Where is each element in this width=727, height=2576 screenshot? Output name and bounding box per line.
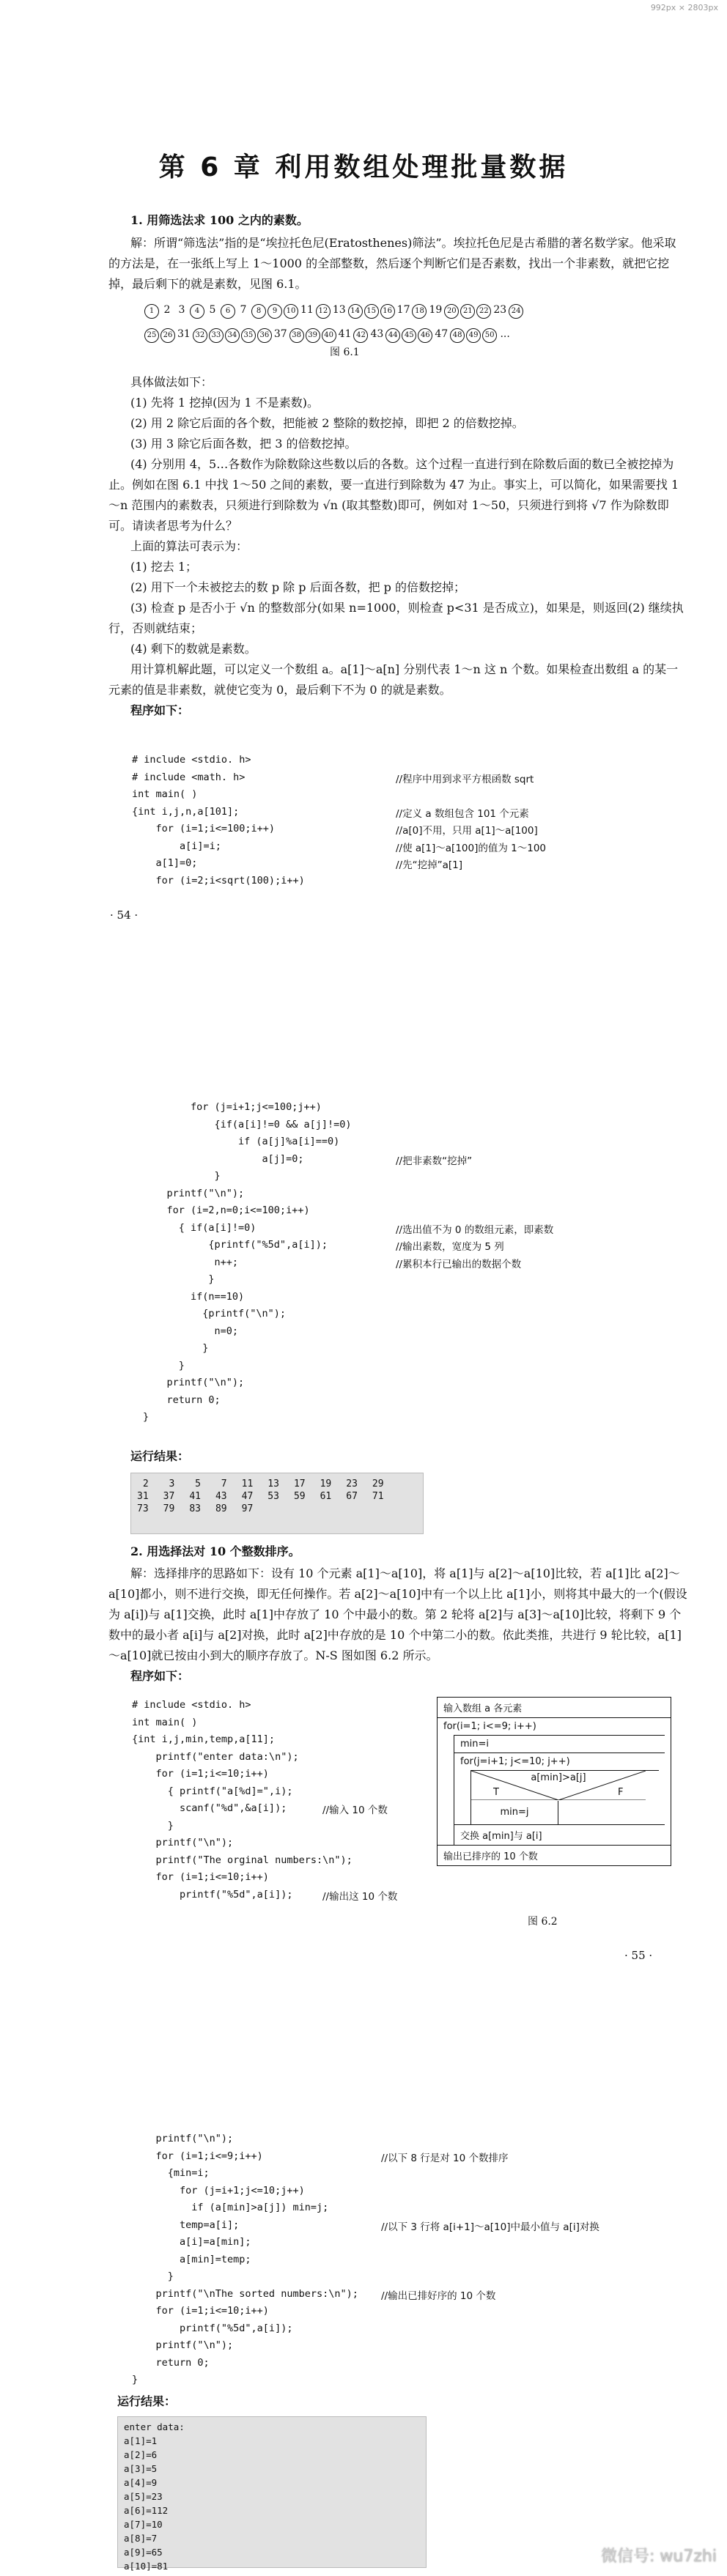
- code-text: for (i=2,n=0;i<=100;i++): [143, 1204, 310, 1216]
- ns-swap: 交换 a[min]与 a[i]: [454, 1824, 665, 1845]
- sieve-number: 23: [493, 304, 507, 316]
- result-cell: 19: [320, 1478, 332, 1489]
- sec2-heading: 2. 用选择法对 10 个整数排序。: [130, 1544, 300, 1558]
- code-text: scanf("%d",&a[i]);: [132, 1802, 287, 1814]
- sec2-intro: 解：选择排序的思路如下：设有 10 个元素 a[1]～a[10]，将 a[1]与 a[2]～a[10]比较，若 a[1]比 a[2]～a[10]都小，则不进行交换，即无任何操作。若 a[2]～a[10]中有一个以上比 a[1]小，则将其中最大的一个(假设为 a[i])与 a[1]交换，此时 a[1]中存放了 10 个中最小的数。第 2 轮将 a[2]与 a[3]～a[10]比较，将剩下 9 个数中的最小者 a[i]与 a[2]对换，此时 a[2]中存放的是 10 个中第二小的数。依此类推，共进行 9 轮比较，a[1]～a[10]就已按由小到大的顺序存放了。N-S 图如图 6.2 所示。: [108, 1566, 687, 1662]
- code-line: [143, 1133, 689, 1151]
- code-text: printf("\n");: [143, 1187, 245, 1199]
- code-line: [132, 2217, 689, 2235]
- result-row: [131, 1478, 393, 1490]
- code-text: }: [132, 1819, 174, 1832]
- code-line: [132, 1731, 425, 1749]
- result-cell: 2: [142, 1478, 149, 1489]
- sieve-number: 4: [190, 304, 204, 319]
- prog-head-2: 程序如下：: [130, 1669, 190, 1683]
- sieve-number: 41: [338, 328, 352, 340]
- code-comment: //输出素数，宽度为 5 列: [396, 1241, 504, 1253]
- sieve-number: 19: [429, 304, 443, 316]
- code-block-4: [132, 2131, 689, 2389]
- code-text: if (a[min]>a[j]) min=j;: [132, 2202, 329, 2213]
- code-text: for (j=i+1;j<=100;j++): [143, 1101, 322, 1113]
- code-text: printf("%5d",a[i]);: [132, 2322, 293, 2334]
- code-line: [132, 2148, 689, 2166]
- code-text: }: [143, 1411, 150, 1423]
- sieve-number: 14: [348, 304, 363, 319]
- code-line: [143, 1099, 689, 1117]
- result-cell: 59: [293, 1491, 306, 1502]
- array-text: 用计算机解此题，可以定义一个数组 a。a[1]～a[n] 分别代表 1～n 这 n 个数。如果检查出数组 a 的某一元素的值是非素数，就使它变为 0，最后剩下不为 0 的就是素数。: [108, 662, 679, 697]
- algo-steps: [108, 557, 687, 659]
- code-text: }: [132, 2374, 139, 2386]
- paragraph-line: (3) 检查 p 是否小于 √n 的整数部分(如果 n=1000，则检查 p<31 是否成立)，如果是，则返回(2) 继续执行，否则就结束；: [108, 601, 684, 635]
- code-line: [132, 873, 689, 890]
- code-line: [132, 1714, 425, 1732]
- code-line: [132, 821, 689, 838]
- sieve-number: 15: [364, 304, 379, 319]
- code-text: printf("\n");: [132, 2133, 234, 2144]
- paragraph-line: (2) 用下一个未被挖去的数 p 除 p 后面各数，把 p 的倍数挖掉；: [130, 580, 465, 594]
- code-text: temp=a[i];: [132, 2218, 240, 2231]
- code-comment: //程序中用到求平方根函数 sqrt: [396, 773, 534, 785]
- code-text: for (i=2;i<sqrt(100);i++): [132, 874, 305, 887]
- sieve-row-2: [144, 326, 598, 343]
- result-cell: 41: [189, 1491, 201, 1502]
- sieve-number: 26: [160, 328, 175, 343]
- code-text: {if(a[i]!=0 && a[j]!=0): [143, 1118, 352, 1130]
- result-row: [131, 1503, 393, 1515]
- result-cell: 61: [320, 1491, 332, 1502]
- code-line: [143, 1374, 689, 1392]
- code-line: [132, 804, 689, 821]
- code-text: for (i=1;i<=9;i++): [132, 2150, 263, 2162]
- ns-outer-loop: [438, 1718, 671, 1845]
- sieve-figure: [144, 302, 598, 343]
- sieve-number: 44: [385, 328, 400, 343]
- code-comment: //定义 a 数组包含 101 个元素: [396, 807, 529, 820]
- code-line: [132, 2234, 689, 2251]
- code-text: printf("\n");: [143, 1377, 245, 1388]
- code-text: for (j=i+1;j<=10;j++): [132, 2184, 305, 2196]
- sec1-method: [108, 372, 687, 721]
- code-text: { printf("a[%d]=",i);: [132, 1785, 293, 1797]
- code-text: }: [143, 1170, 221, 1182]
- code-line: [143, 1358, 689, 1375]
- sieve-number: 34: [225, 328, 240, 343]
- ns-inner-loop: [454, 1753, 665, 1824]
- code-line: [132, 752, 689, 769]
- sieve-number: 37: [273, 328, 287, 340]
- result-line: a[8]=7: [124, 2533, 158, 2544]
- sec1-heading: 1. 用筛选法求 100 之内的素数。: [130, 213, 309, 227]
- code-comment: //输出已排好序的 10 个数: [381, 2290, 496, 2302]
- sieve-number: 6: [221, 304, 235, 319]
- code-text: # include <stdio. h>: [132, 1699, 251, 1711]
- watermark-text: 微信号: wu7zhi: [601, 2547, 717, 2566]
- sieve-number: 45: [402, 328, 416, 343]
- code-line: [143, 1168, 689, 1185]
- code-line: [143, 1151, 689, 1169]
- code-line: [143, 1117, 689, 1134]
- result-line: a[2]=6: [124, 2449, 158, 2460]
- code-line: [132, 769, 689, 787]
- code-text: for (i=1;i<=10;i++): [132, 2305, 269, 2317]
- sieve-number: 31: [177, 328, 191, 340]
- code-text: {printf("\n");: [143, 1308, 287, 1320]
- code-comment: //以下 8 行是对 10 个数排序: [381, 2152, 509, 2164]
- code-text: return 0;: [132, 2356, 210, 2369]
- sieve-number: 43: [370, 328, 384, 340]
- sieve-number: 12: [316, 304, 331, 319]
- code-text: int main( ): [132, 1716, 198, 1728]
- code-line: [132, 838, 689, 856]
- code-block-3: [132, 1697, 425, 1903]
- result-cell: 43: [215, 1491, 227, 1502]
- code-line: [132, 1783, 425, 1801]
- result-cell: [366, 1503, 393, 1515]
- code-text: printf("\n");: [132, 1837, 234, 1848]
- ns-false-label: F: [618, 1787, 624, 1798]
- code-text: }: [143, 1342, 209, 1354]
- sieve-number: 2: [163, 304, 171, 316]
- sieve-number: 50: [482, 328, 497, 343]
- code-line: [132, 2372, 689, 2389]
- result-cell: 5: [195, 1478, 201, 1489]
- code-text: printf("The orginal numbers:\n");: [132, 1854, 353, 1866]
- code-text: {int i,j,min,temp,a[11];: [132, 1733, 276, 1745]
- code-text: {printf("%5d",a[i]);: [143, 1239, 328, 1251]
- wechat-watermark: [601, 2544, 717, 2566]
- run-head-2: 运行结果：: [117, 2394, 177, 2408]
- result-cell: 37: [163, 1491, 175, 1502]
- code-comment: //以下 3 行将 a[i+1]～a[10]中最小值与 a[i]对换: [381, 2221, 599, 2233]
- code-text: printf("enter data:\n");: [132, 1750, 299, 1763]
- code-text: int main( ): [132, 788, 198, 800]
- code-text: # include <math. h>: [132, 771, 246, 783]
- code-text: for (i=1;i<=10;i++): [132, 1871, 269, 1883]
- code-line: [132, 1766, 425, 1783]
- chapter-title: 第 6 章 利用数组处理批量数据: [158, 152, 569, 182]
- ns-output: 输出已排序的 10 个数: [438, 1845, 671, 1865]
- result-line: enter data:: [124, 2421, 185, 2432]
- sieve-number: ...: [500, 328, 510, 340]
- code-text: printf("\n");: [132, 2339, 234, 2351]
- code-line: [132, 1818, 425, 1835]
- sieve-number: 20: [444, 304, 459, 319]
- paragraph-line: (1) 挖去 1；: [130, 560, 198, 574]
- result-cell: 83: [189, 1503, 201, 1514]
- code-text: }: [143, 1359, 185, 1372]
- paragraph-line: (1) 先将 1 挖掉(因为 1 不是素数)。: [130, 396, 319, 410]
- code-line: [143, 1323, 689, 1341]
- code-line: [132, 2337, 689, 2355]
- code-text: n=0;: [143, 1325, 239, 1337]
- sieve-number: 35: [241, 328, 256, 343]
- result-line: a[9]=65: [124, 2547, 163, 2558]
- result-cell: 47: [241, 1491, 254, 1502]
- sieve-number: 11: [300, 304, 314, 316]
- run-result-2: [117, 2416, 427, 2572]
- sieve-number: 25: [144, 328, 159, 343]
- method-steps: [108, 393, 687, 536]
- sieve-number: 38: [289, 328, 304, 343]
- sieve-number: 16: [380, 304, 395, 319]
- code-text: a[i]=i;: [132, 840, 221, 852]
- code-line: [132, 1852, 425, 1870]
- code-line: [132, 2268, 689, 2286]
- sieve-number: 3: [178, 304, 185, 316]
- code-text: }: [143, 1273, 215, 1285]
- code-line: [132, 786, 689, 804]
- result-cell: 31: [137, 1491, 149, 1502]
- sieve-number: 17: [396, 304, 410, 316]
- result-cell: 73: [137, 1503, 149, 1514]
- run-head-1: 运行结果：: [130, 1449, 190, 1463]
- result-line: a[5]=23: [124, 2491, 163, 2502]
- code-text: a[min]=temp;: [132, 2253, 251, 2265]
- code-comment: //输入 10 个数: [322, 1805, 388, 1816]
- code-text: }: [132, 2270, 174, 2282]
- result-row: [131, 1490, 393, 1503]
- code-line: [132, 1800, 425, 1818]
- code-line: [143, 1237, 689, 1254]
- code-text: {min=i;: [132, 2167, 210, 2179]
- code-line: [132, 2303, 689, 2320]
- sieve-row-1: [144, 302, 598, 319]
- code-line: [132, 2355, 689, 2372]
- ns-inner-label: for(j=i+1; j<=10; j++): [460, 1756, 570, 1767]
- algo-head: 上面的算法可表示为：: [130, 539, 248, 553]
- result-cell: 53: [267, 1491, 279, 1502]
- sieve-number: 36: [257, 328, 272, 343]
- sieve-number: 40: [322, 328, 336, 343]
- code-line: [143, 1254, 689, 1272]
- code-line: [143, 1306, 689, 1323]
- paragraph-line: (3) 用 3 除它后面各数，把 3 的倍数挖掉。: [130, 437, 357, 451]
- code-text: for (i=1;i<=100;i++): [132, 823, 276, 834]
- result-cell: [262, 1503, 288, 1515]
- paragraph-line: (4) 剩下的数就是素数。: [130, 642, 257, 656]
- page-number-54: · 54 ·: [110, 908, 139, 922]
- ns-inner-body: [470, 1770, 659, 1824]
- sieve-number: 39: [306, 328, 320, 343]
- result-cell: [340, 1503, 366, 1515]
- code-line: [132, 2131, 689, 2148]
- sieve-number: 47: [435, 328, 449, 340]
- code-line: [132, 2251, 689, 2269]
- code-text: printf("%5d",a[i]);: [132, 1888, 293, 1900]
- code-line: [143, 1340, 689, 1358]
- code-comment: //a[0]不用，只用 a[1]～a[100]: [396, 825, 538, 837]
- code-comment: //选出值不为 0 的数组元素，即素数: [396, 1224, 554, 1236]
- sieve-number: 49: [466, 328, 481, 343]
- sieve-number: 10: [284, 304, 298, 319]
- code-line: [132, 2183, 689, 2200]
- sieve-number: 22: [476, 304, 491, 319]
- code-comment: //把非素数“挖掉”: [396, 1155, 473, 1167]
- code-line: [132, 2286, 689, 2303]
- sieve-number: 33: [209, 328, 224, 343]
- code-line: [143, 1220, 689, 1237]
- sieve-number: 32: [193, 328, 207, 343]
- code-text: # include <stdio. h>: [132, 754, 251, 766]
- code-text: return 0;: [143, 1394, 221, 1406]
- ns-diagram: [437, 1697, 671, 1866]
- code-line: [132, 1869, 425, 1887]
- result-line: a[3]=5: [124, 2463, 158, 2474]
- code-text: a[i]=a[min];: [132, 2236, 251, 2248]
- ns-outer-body: [454, 1735, 665, 1845]
- code-comment: //累积本行已输出的数据个数: [396, 1258, 522, 1270]
- code-line: [143, 1409, 689, 1426]
- sieve-number: 18: [412, 304, 427, 319]
- code-line: [143, 1289, 689, 1306]
- result-cell: [288, 1503, 314, 1515]
- result-cell: 71: [372, 1491, 384, 1502]
- code-block-1: [132, 752, 689, 889]
- result-cell: 89: [215, 1503, 227, 1514]
- code-line: [143, 1202, 689, 1220]
- method-head: 具体做法如下：: [130, 375, 213, 389]
- code-line: [132, 2199, 689, 2217]
- code-line: [143, 1185, 689, 1203]
- sieve-number: 7: [240, 304, 247, 316]
- code-text: a[j]=0;: [143, 1152, 304, 1165]
- sieve-number: 1: [144, 304, 159, 319]
- code-line: [132, 2320, 689, 2338]
- sieve-number: 48: [450, 328, 465, 343]
- prog-head-1: 程序如下：: [130, 703, 190, 717]
- code-line: [143, 1271, 689, 1289]
- ns-min-j: min=j: [471, 1801, 558, 1824]
- code-text: {int i,j,n,a[101];: [132, 805, 240, 818]
- page-number-55: · 55 ·: [624, 1949, 653, 1962]
- fig61-caption: 图 6.1: [330, 347, 360, 358]
- result-line: a[4]=9: [124, 2477, 158, 2488]
- result-cell: 23: [346, 1478, 358, 1489]
- sieve-number: 5: [209, 304, 216, 316]
- result-line: a[6]=112: [124, 2505, 169, 2516]
- sieve-number: 24: [509, 304, 523, 319]
- ns-min-i: min=i: [454, 1736, 665, 1753]
- ns-outer-label: for(i=1; i<=9; i++): [443, 1721, 536, 1732]
- code-text: for (i=1;i<=10;i++): [132, 1768, 269, 1780]
- sieve-number: 9: [267, 304, 282, 319]
- sieve-number: 13: [332, 304, 346, 316]
- code-line: [143, 1392, 689, 1410]
- code-comment: //先“挖掉”a[1]: [396, 859, 462, 871]
- code-block-2: [143, 1099, 689, 1426]
- code-line: [132, 2165, 689, 2183]
- code-line: [132, 1887, 425, 1904]
- result-cell: 17: [293, 1478, 306, 1489]
- code-text: printf("\nThe sorted numbers:\n");: [132, 2287, 358, 2300]
- paragraph-line: (2) 用 2 除它后面的各个数，把能被 2 整除的数挖掉，即把 2 的倍数挖掉。: [130, 416, 524, 430]
- result-line: a[1]=1: [124, 2435, 158, 2446]
- result-cell: 13: [267, 1478, 279, 1489]
- result-cell: 29: [372, 1478, 384, 1489]
- code-text: if (a[j]%a[i]==0): [143, 1136, 340, 1147]
- result-cell: 79: [163, 1503, 175, 1514]
- code-text: if(n==10): [143, 1290, 245, 1303]
- sieve-number: 21: [460, 304, 475, 319]
- result-cell: 3: [169, 1478, 175, 1489]
- ns-input: 输入数组 a 各元素: [438, 1698, 671, 1718]
- result-cell: 97: [241, 1503, 254, 1514]
- result-line: a[7]=10: [124, 2519, 163, 2530]
- ns-true-label: T: [493, 1787, 499, 1798]
- sieve-number: 46: [418, 328, 432, 343]
- result-cell: [314, 1503, 341, 1515]
- code-text: { if(a[i]!=0): [143, 1221, 257, 1234]
- code-comment: //使 a[1]～a[100]的值为 1～100: [396, 842, 547, 854]
- ns-condition: a[min]>a[j]: [531, 1772, 586, 1783]
- image-size-label: 992px × 2803px: [650, 3, 718, 12]
- run-result-1: [130, 1473, 424, 1534]
- result-cell: 11: [241, 1478, 254, 1489]
- code-line: [132, 1835, 425, 1852]
- fig62-caption: 图 6.2: [528, 1916, 558, 1928]
- sec1-intro: 解：所谓“筛选法”指的是“埃拉托色尼(Eratosthenes)筛法”。埃拉托色尼是古希腊的著名数学家。他采取的方法是，在一张纸上写上 1～1000 的全部整数，然后逐个判断它们是否素数，找出一个非素数，就把它挖掉，最后剩下的就是素数，见图 6.1。: [108, 236, 676, 291]
- code-text: n++;: [143, 1256, 239, 1268]
- paragraph-line: (4) 分别用 4，5…各数作为除数除这些数以后的各数。这个过程一直进行到在除数后面的数已全被挖掉为止。例如在图 6.1 中找 1～50 之间的素数，要一直进行到除数为 47 为止。事实上，可以简化，如果需要找 1～n 范围内的素数表，只须进行到除数为 √n (取其整数)即可，例如对 1～50，只须进行到将 √7 作为除数即可。请读者思考为什么？: [108, 457, 679, 533]
- sieve-number: 8: [251, 304, 266, 319]
- sieve-number: 42: [353, 328, 368, 343]
- result-cell: 7: [221, 1478, 227, 1489]
- result-line: a[10]=81: [124, 2561, 169, 2572]
- code-comment: //输出这 10 个数: [322, 1890, 398, 1903]
- result-cell: 67: [346, 1491, 358, 1502]
- code-line: [132, 1749, 425, 1766]
- code-text: a[1]=0;: [132, 857, 198, 869]
- code-line: [132, 1697, 425, 1714]
- code-line: [132, 855, 689, 873]
